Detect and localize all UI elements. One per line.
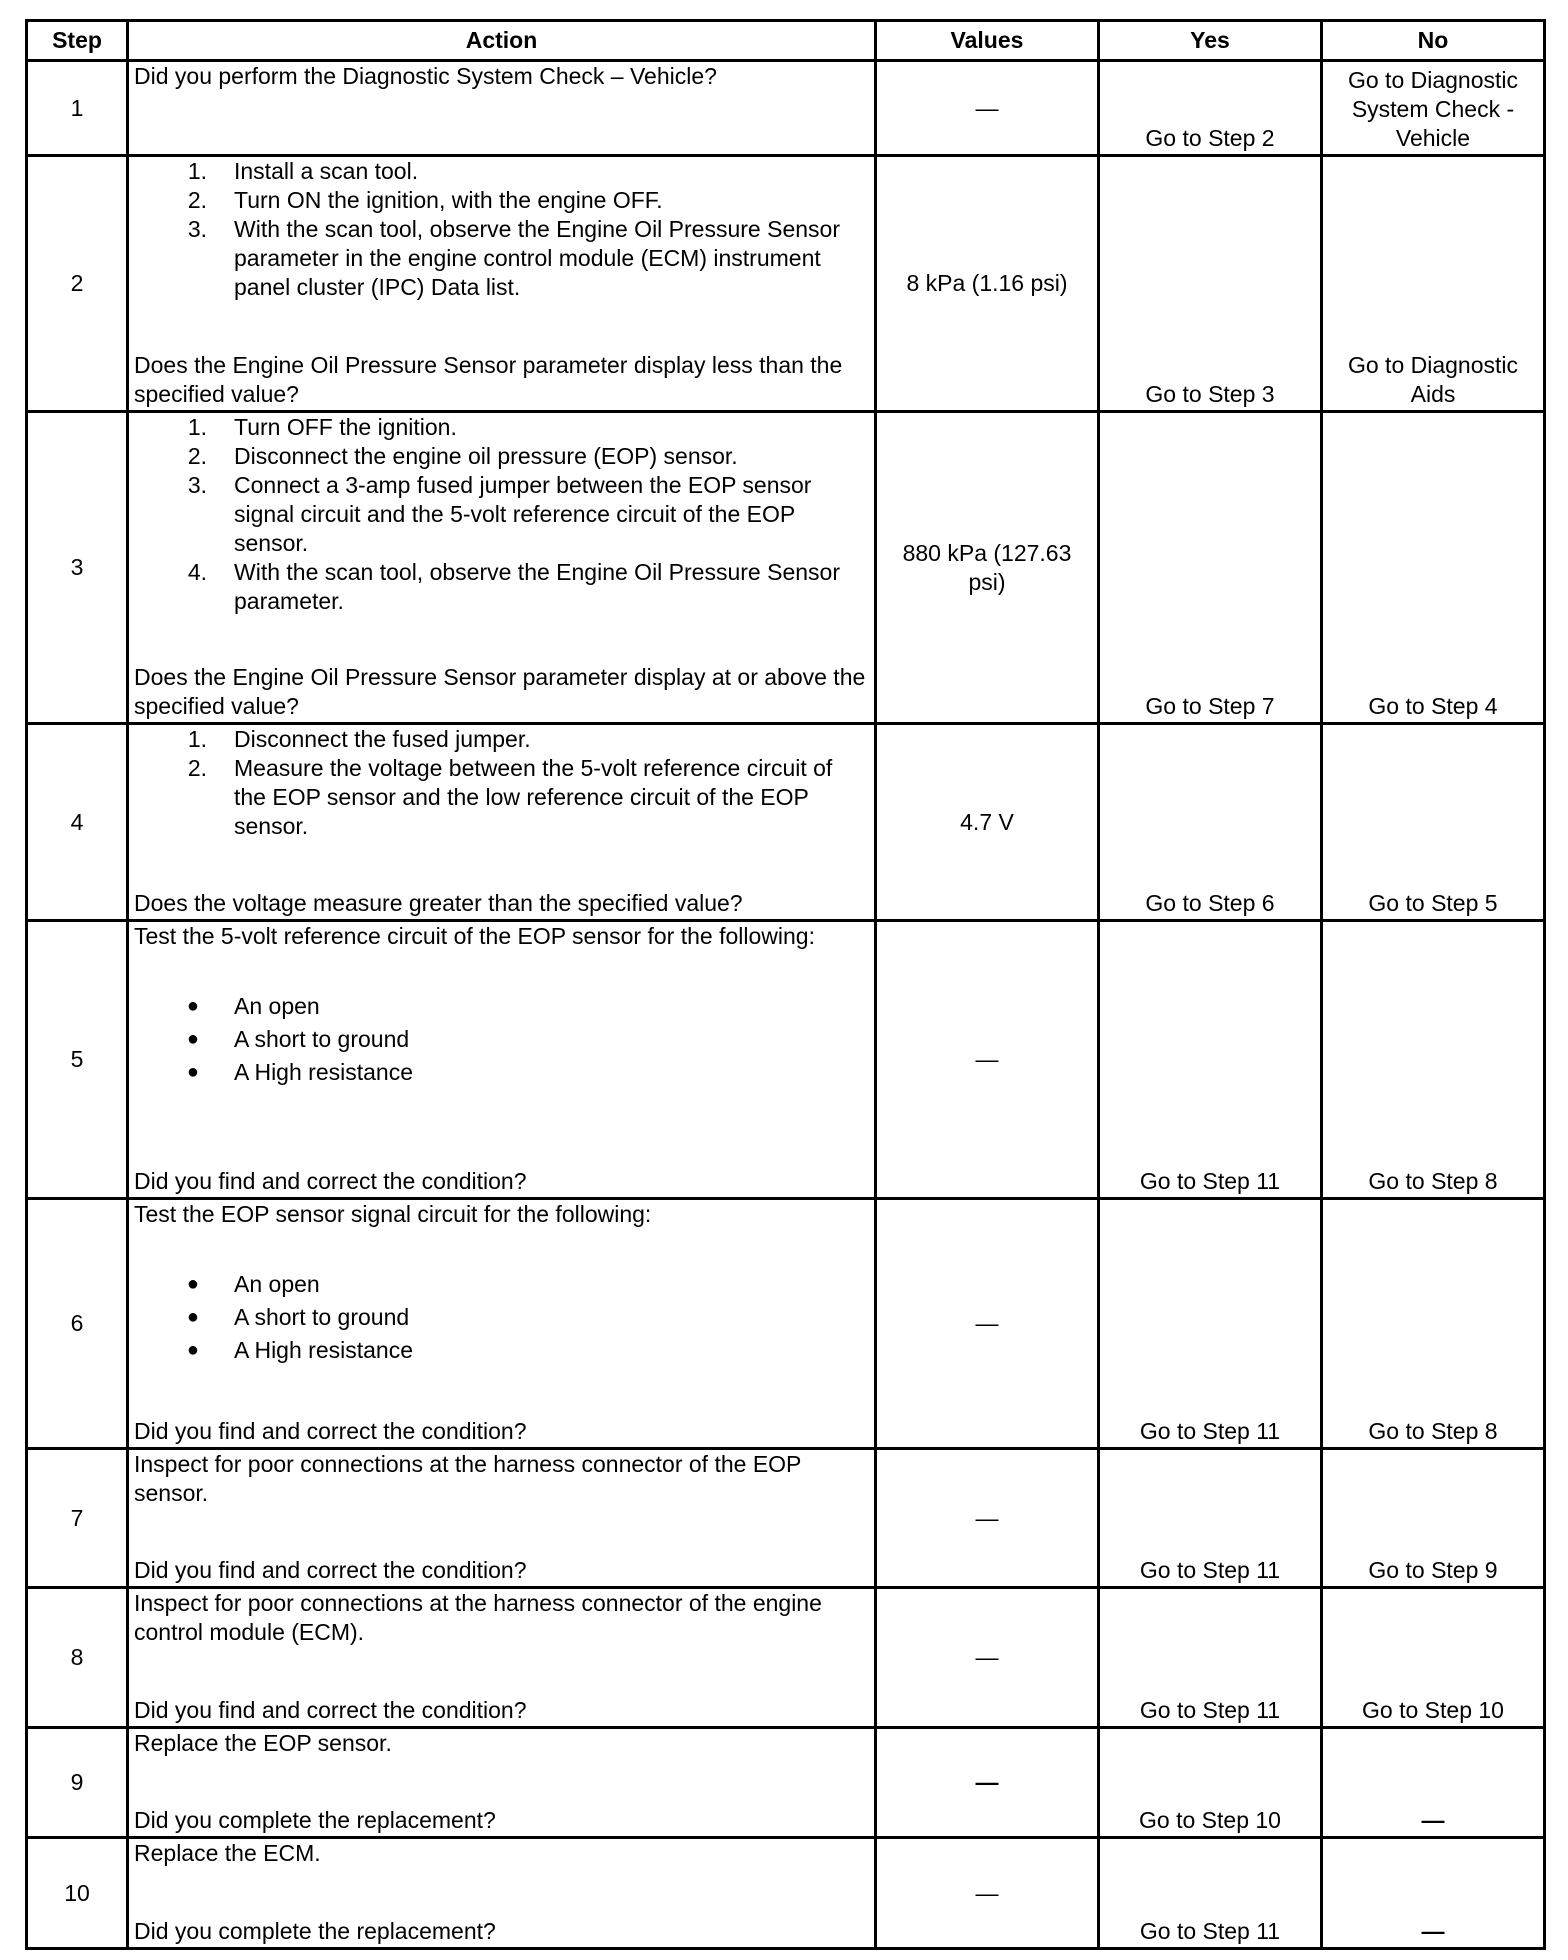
action-question: Did you complete the replacement? <box>134 1807 496 1833</box>
procedure-item-number: 1. <box>187 414 207 440</box>
procedure-item-number: 3. <box>187 216 207 242</box>
procedure-item-number: 3. <box>187 472 207 498</box>
condition-item <box>134 1023 869 1056</box>
procedure-item-text: Turn ON the ignition, with the engine OFF. <box>234 187 663 213</box>
procedure-item-number: 2. <box>187 187 207 213</box>
action-text: Inspect for poor connections at the harness connector of the engine control module (ECM). <box>134 1590 822 1645</box>
procedure-item <box>134 413 869 442</box>
procedure-item <box>134 471 869 558</box>
no-outcome: Go to Diagnostic Aids <box>1322 156 1545 412</box>
action-question: Does the voltage measure greater than the specified value? <box>134 890 743 916</box>
yes-outcome: Go to Step 11 <box>1099 1199 1322 1449</box>
step-number: 6 <box>27 1199 128 1449</box>
procedure-item-number: 2. <box>187 443 207 469</box>
table-row <box>27 61 1545 156</box>
condition-text: A High resistance <box>234 1337 413 1363</box>
action-text: Replace the EOP sensor. <box>134 1730 392 1756</box>
spec-value: — <box>876 921 1099 1199</box>
procedure-list <box>134 725 869 841</box>
condition-item <box>134 1056 869 1089</box>
procedure-item-number: 2. <box>187 755 207 781</box>
bullet-icon: ● <box>186 1061 199 1083</box>
no-outcome: Go to Step 9 <box>1322 1449 1545 1588</box>
table-row <box>27 412 1545 724</box>
header-yes: Yes <box>1099 21 1322 61</box>
bullet-icon: ● <box>186 1306 199 1328</box>
procedure-item-number: 1. <box>187 158 207 184</box>
action-text: Inspect for poor connections at the harness connector of the EOP sensor. <box>134 1451 801 1506</box>
procedure-item <box>134 442 869 471</box>
table-row <box>27 1449 1545 1588</box>
action-cell <box>128 1588 876 1728</box>
spec-value: — <box>876 1199 1099 1449</box>
procedure-item-text: Turn OFF the ignition. <box>234 414 457 440</box>
step-number: 10 <box>27 1838 128 1949</box>
table-row <box>27 156 1545 412</box>
yes-outcome: Go to Step 7 <box>1099 412 1322 724</box>
step-number: 5 <box>27 921 128 1199</box>
diagnostic-table-sheet <box>25 19 1543 1950</box>
procedure-list <box>134 157 869 302</box>
yes-outcome: Go to Step 10 <box>1099 1728 1322 1838</box>
condition-text: An open <box>234 993 320 1019</box>
spec-value: — <box>876 1449 1099 1588</box>
header-row <box>27 21 1545 61</box>
action-cell <box>128 1449 876 1588</box>
procedure-item <box>134 157 869 186</box>
action-question: Did you find and correct the condition? <box>134 1557 527 1583</box>
action-question: Did you complete the replacement? <box>134 1918 496 1944</box>
procedure-list <box>134 413 869 616</box>
procedure-item-text: With the scan tool, observe the Engine Oil Pressure Sensor parameter in the engine control module (ECM) instrument panel cluster (IPC) Data list. <box>234 216 840 300</box>
yes-outcome: Go to Step 11 <box>1099 1449 1322 1588</box>
spec-value: — <box>876 61 1099 156</box>
yes-outcome: Go to Step 11 <box>1099 1838 1322 1949</box>
yes-outcome: Go to Step 2 <box>1099 61 1322 156</box>
procedure-item-text: With the scan tool, observe the Engine Oil Pressure Sensor parameter. <box>234 559 840 614</box>
step-number: 4 <box>27 724 128 921</box>
action-cell <box>128 1199 876 1449</box>
no-outcome: — <box>1322 1728 1545 1838</box>
bullet-icon: ● <box>186 995 199 1017</box>
action-cell <box>128 412 876 724</box>
yes-outcome: Go to Step 11 <box>1099 1588 1322 1728</box>
procedure-item-text: Measure the voltage between the 5-volt reference circuit of the EOP sensor and the low reference circuit of the EOP sensor. <box>234 755 833 839</box>
condition-text: A High resistance <box>234 1059 413 1085</box>
procedure-item-number: 1. <box>187 726 207 752</box>
action-question: Does the Engine Oil Pressure Sensor parameter display at or above the specified value? <box>134 664 866 719</box>
table-row <box>27 1588 1545 1728</box>
action-question: Did you find and correct the condition? <box>134 1418 527 1444</box>
no-outcome: Go to Diagnostic System Check - Vehicle <box>1322 61 1545 156</box>
spec-value: — <box>876 1728 1099 1838</box>
header-no: No <box>1322 21 1545 61</box>
no-outcome: Go to Step 8 <box>1322 1199 1545 1449</box>
bullet-icon: ● <box>186 1273 199 1295</box>
procedure-item <box>134 215 869 302</box>
procedure-item-text: Install a scan tool. <box>234 158 419 184</box>
step-number: 7 <box>27 1449 128 1588</box>
spec-value: — <box>876 1838 1099 1949</box>
action-cell <box>128 921 876 1199</box>
condition-text: A short to ground <box>234 1026 410 1052</box>
diagnostic-table <box>25 19 1546 1950</box>
no-outcome: Go to Step 5 <box>1322 724 1545 921</box>
step-number: 9 <box>27 1728 128 1838</box>
condition-text: A short to ground <box>234 1304 410 1330</box>
spec-value: — <box>876 1588 1099 1728</box>
spec-value: 880 kPa (127.63 psi) <box>876 412 1099 724</box>
no-outcome: — <box>1322 1838 1545 1949</box>
action-text: Test the 5-volt reference circuit of the EOP sensor for the following: <box>134 923 815 949</box>
action-cell <box>128 1728 876 1838</box>
step-number: 2 <box>27 156 128 412</box>
condition-item <box>134 990 869 1023</box>
no-outcome: Go to Step 10 <box>1322 1588 1545 1728</box>
action-cell <box>128 724 876 921</box>
procedure-item <box>134 754 869 841</box>
procedure-item-text: Disconnect the fused jumper. <box>234 726 531 752</box>
header-step: Step <box>27 21 128 61</box>
yes-outcome: Go to Step 3 <box>1099 156 1322 412</box>
no-outcome: Go to Step 4 <box>1322 412 1545 724</box>
procedure-item <box>134 186 869 215</box>
procedure-item <box>134 725 869 754</box>
action-question: Does the Engine Oil Pressure Sensor parameter display less than the specified value? <box>134 352 843 407</box>
table-row <box>27 1199 1545 1449</box>
procedure-item <box>134 558 869 616</box>
condition-list <box>134 1268 869 1367</box>
step-number: 1 <box>27 61 128 156</box>
bullet-icon: ● <box>186 1339 199 1361</box>
spec-value: 8 kPa (1.16 psi) <box>876 156 1099 412</box>
procedure-item-text: Disconnect the engine oil pressure (EOP) sensor. <box>234 443 738 469</box>
action-text: Did you perform the Diagnostic System Check – Vehicle? <box>134 63 717 89</box>
spec-value: 4.7 V <box>876 724 1099 921</box>
action-text: Test the EOP sensor signal circuit for the following: <box>134 1201 652 1227</box>
yes-outcome: Go to Step 6 <box>1099 724 1322 921</box>
table-row <box>27 1838 1545 1949</box>
condition-list <box>134 990 869 1089</box>
table-row <box>27 921 1545 1199</box>
procedure-item-text: Connect a 3-amp fused jumper between the EOP sensor signal circuit and the 5-volt reference circuit of the EOP sensor. <box>234 472 812 556</box>
header-action: Action <box>128 21 876 61</box>
action-question: Did you find and correct the condition? <box>134 1697 527 1723</box>
condition-item <box>134 1301 869 1334</box>
action-question: Did you find and correct the condition? <box>134 1168 527 1194</box>
table-row <box>27 1728 1545 1838</box>
condition-item <box>134 1334 869 1367</box>
action-cell <box>128 61 876 156</box>
header-values: Values <box>876 21 1099 61</box>
no-outcome: Go to Step 8 <box>1322 921 1545 1199</box>
step-number: 8 <box>27 1588 128 1728</box>
action-cell <box>128 156 876 412</box>
condition-text: An open <box>234 1271 320 1297</box>
action-text: Replace the ECM. <box>134 1840 321 1866</box>
yes-outcome: Go to Step 11 <box>1099 921 1322 1199</box>
table-row <box>27 724 1545 921</box>
bullet-icon: ● <box>186 1028 199 1050</box>
procedure-item-number: 4. <box>187 559 207 585</box>
step-number: 3 <box>27 412 128 724</box>
condition-item <box>134 1268 869 1301</box>
action-cell <box>128 1838 876 1949</box>
